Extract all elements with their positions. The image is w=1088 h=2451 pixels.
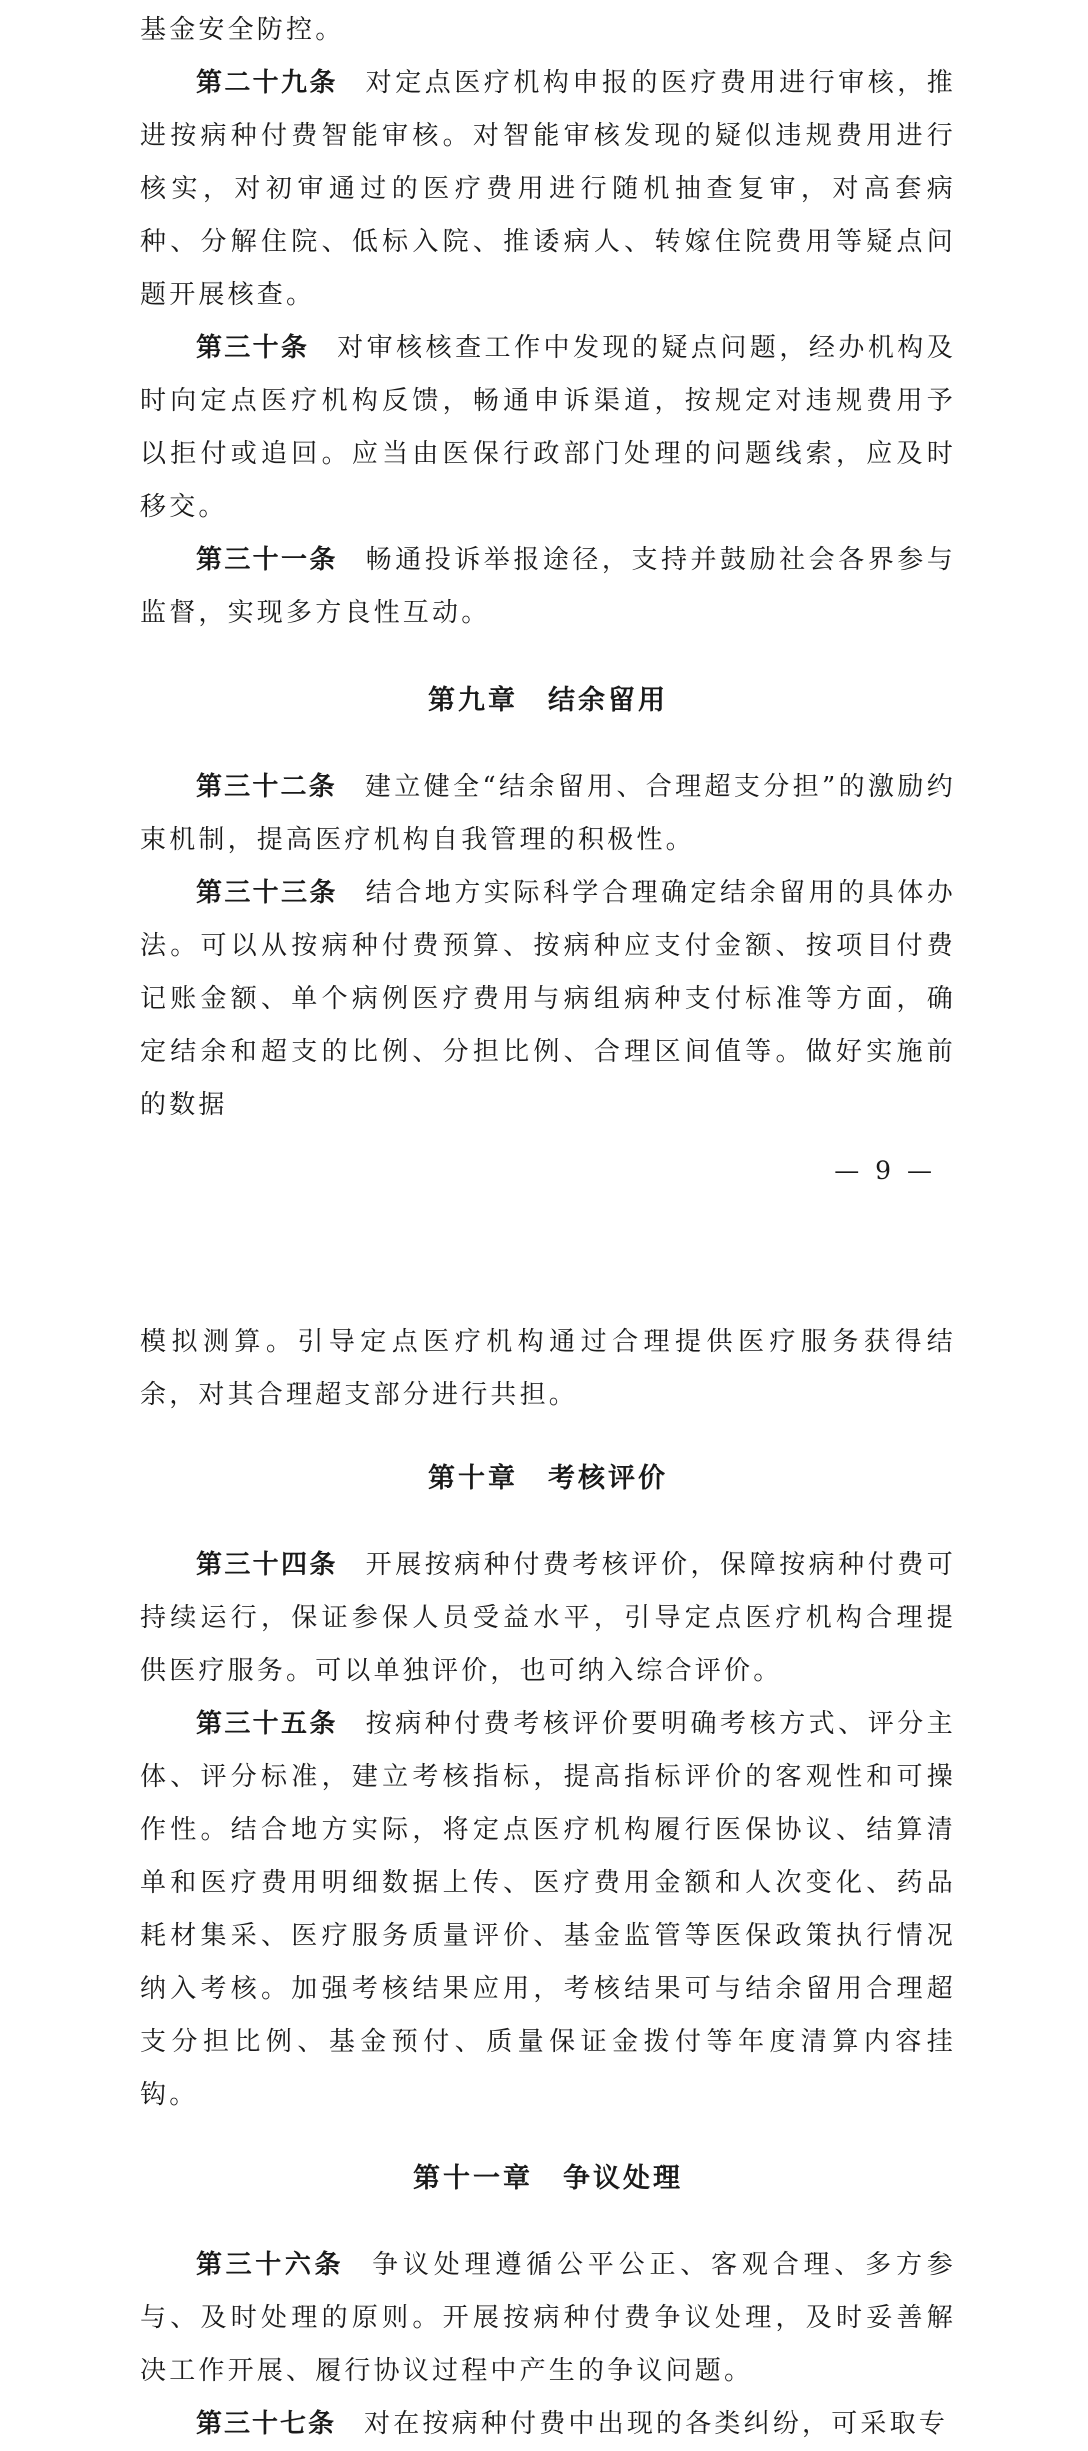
- lead-text: 基金安全防控。: [140, 15, 345, 45]
- article-33-text: 结合地方实际科学合理确定结余留用的具体办法。可以从按病种付费预算、按病种应支付金额、按项目付费记账金额、单个病例医疗费用与病组病种支付标准等方面，确定结余和超支的比例、分担比例、合理区间值等。做好实施前的数据: [140, 878, 956, 1120]
- article-36-text: 争议处理遵循公平公正、客观合理、多方参与、及时处理的原则。开展按病种付费争议处理，及时妥善解决工作开展、履行协议过程中产生的争议问题。: [140, 2250, 956, 2386]
- chapter-11-heading: [140, 2152, 956, 2205]
- chapter-10-heading: [140, 1452, 956, 1505]
- article-34-text: 开展按病种付费考核评价，保障按病种付费可持续运行，保证参保人员受益水平，引导定点医疗机构合理提供医疗服务。可以单独评价，也可纳入综合评价。: [140, 1550, 956, 1686]
- page-9-content: [140, 4, 956, 1197]
- article-37-number: 第三十七条: [196, 2409, 337, 2439]
- article-34-number: 第三十四条: [196, 1550, 338, 1580]
- article-33-number: 第三十三条: [196, 878, 338, 908]
- article-30-number: 第三十条: [196, 333, 310, 363]
- article-37-text: 对在按病种付费中出现的各类纠纷，可采取专: [364, 2409, 949, 2439]
- page-10-content: [140, 1316, 956, 2451]
- chapter-11-number: 第十一章: [413, 2163, 533, 2194]
- article-29: [140, 57, 956, 322]
- article-35-text: 按病种付费考核评价要明确考核方式、评分主体、评分标准，建立考核指标，提高指标评价的客观性和可操作性。结合地方实际，将定点医疗机构履行医保协议、结算清单和医疗费用明细数据上传、医疗费用金额和人次变化、药品耗材集采、医疗服务质量评价、基金监管等医保政策执行情况纳入考核。加强考核结果应用，考核结果可与结余留用合理超支分担比例、基金预付、质量保证金拨付等年度清算内容挂钩。: [140, 1709, 956, 2110]
- article-32-text: 建立健全“结余留用、合理超支分担”的激励约束机制，提高医疗机构自我管理的积极性。: [140, 772, 956, 855]
- article-30: [140, 322, 956, 534]
- article-32: [140, 761, 956, 867]
- article-29-number: 第二十九条: [196, 68, 338, 98]
- article-32-number: 第三十二条: [196, 772, 337, 802]
- article-33: [140, 867, 956, 1132]
- chapter-9-title: 结余留用: [548, 685, 668, 716]
- article-31-number: 第三十一条: [196, 545, 338, 575]
- article-37: [140, 2398, 956, 2451]
- article-31-text: 畅通投诉举报途径，支持并鼓励社会各界参与监督，实现多方良性互动。: [140, 545, 956, 628]
- continuation-text: 模拟测算。引导定点医疗机构通过合理提供医疗服务获得结余，对其合理超支部分进行共担。: [140, 1327, 956, 1410]
- chapter-9-number: 第九章: [428, 685, 518, 716]
- article-36-number: 第三十六条: [196, 2250, 345, 2280]
- page-number: — 9 —: [834, 1156, 936, 1185]
- article-35-number: 第三十五条: [196, 1709, 338, 1739]
- article-35: [140, 1698, 956, 2122]
- article-31: [140, 534, 956, 640]
- article-29-text: 对定点医疗机构申报的医疗费用进行审核，推进按病种付费智能审核。对智能审核发现的疑似违规费用进行核实，对初审通过的医疗费用进行随机抽查复审，对高套病种、分解住院、低标入院、推诿病人、转嫁住院费用等疑点问题开展核查。: [140, 68, 956, 310]
- chapter-9-heading: [140, 674, 956, 727]
- chapter-10-title: 考核评价: [548, 1463, 668, 1494]
- article-30-text: 对审核核查工作中发现的疑点问题，经办机构及时向定点医疗机构反馈，畅通申诉渠道，按规定对违规费用予以拒付或追回。应当由医保行政部门处理的问题线索，应及时移交。: [140, 333, 956, 522]
- chapter-11-title: 争议处理: [563, 2163, 683, 2194]
- chapter-10-number: 第十章: [428, 1463, 518, 1494]
- article-36: [140, 2239, 956, 2398]
- article-34: [140, 1539, 956, 1698]
